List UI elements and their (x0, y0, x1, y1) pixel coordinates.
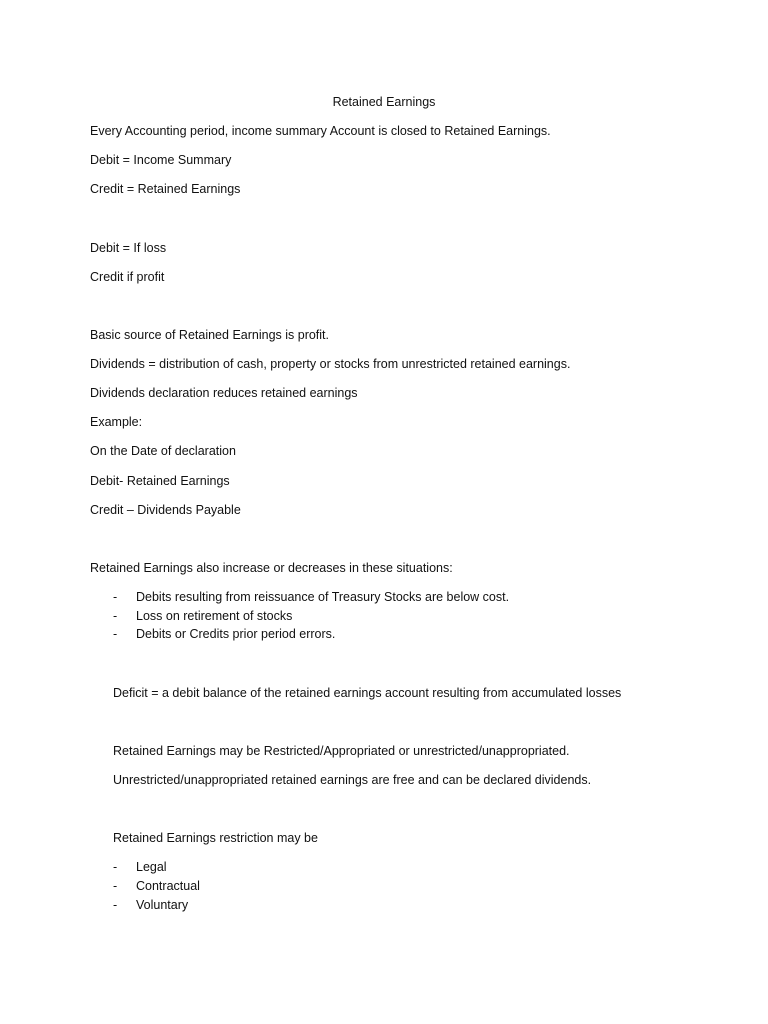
list-marker: - (113, 590, 118, 604)
paragraph: On the Date of declaration (90, 444, 236, 458)
paragraph: Unrestricted/unappropriated retained earnings are free and can be declared dividends. (113, 773, 592, 787)
paragraph: Every Accounting period, income summary Account is closed to Retained Earnings. (90, 124, 551, 138)
paragraph: Credit if profit (90, 270, 165, 284)
paragraph: Deficit = a debit balance of the retained earnings account resulting from accumulated losses (113, 686, 622, 700)
list-marker: - (113, 879, 118, 893)
paragraph: Basic source of Retained Earnings is profit. (90, 328, 330, 342)
list-marker: - (113, 609, 118, 623)
list-item: Contractual (136, 879, 200, 893)
paragraph: Retained Earnings restriction may be (113, 831, 318, 845)
paragraph: Debit = Income Summary (90, 153, 232, 167)
list-marker: - (113, 898, 118, 912)
list-item: Debits or Credits prior period errors. (136, 627, 336, 641)
list-item: Legal (136, 860, 167, 874)
paragraph: Debit- Retained Earnings (90, 474, 230, 488)
paragraph: Credit – Dividends Payable (90, 503, 241, 517)
paragraph: Retained Earnings also increase or decreases in these situations: (90, 561, 453, 575)
document-title: Retained Earnings (332, 95, 436, 109)
paragraph: Dividends = distribution of cash, property or stocks from unrestricted retained earnings. (90, 357, 571, 371)
list-item: Loss on retirement of stocks (136, 609, 293, 623)
paragraph: Debit = If loss (90, 241, 167, 255)
paragraph: Credit = Retained Earnings (90, 182, 241, 196)
list-item: Debits resulting from reissuance of Treasury Stocks are below cost. (136, 590, 510, 604)
list-marker: - (113, 627, 118, 641)
list-item: Voluntary (136, 898, 189, 912)
list-marker: - (113, 860, 118, 874)
paragraph: Dividends declaration reduces retained earnings (90, 386, 358, 400)
paragraph: Example: (90, 415, 143, 429)
paragraph: Retained Earnings may be Restricted/Appropriated or unrestricted/unappropriated. (113, 744, 570, 758)
